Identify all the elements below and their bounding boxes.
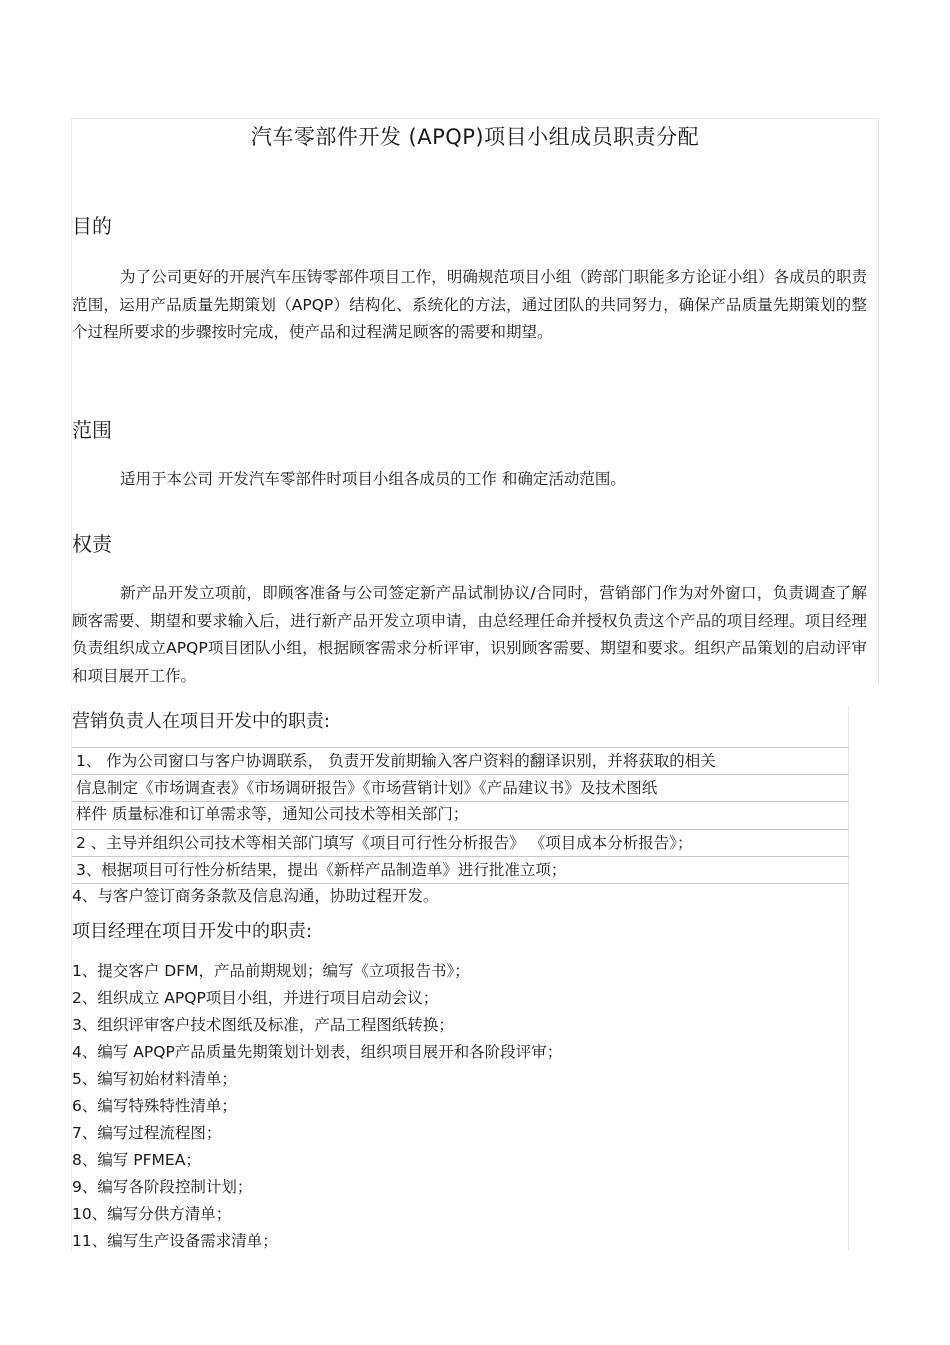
list-item: 4、编写 APQP产品质量先期策划计划表，组织项目展开和各阶段评审； bbox=[72, 1043, 563, 1061]
list-item-text: 样件 质量标准和订单需求等，通知公司技术等相关部门； bbox=[76, 805, 469, 823]
list-item bbox=[72, 747, 849, 775]
authority-text: 新产品开发立项前，即顾客准备与公司签定新产品试制协议/合同时，营销部门作为对外窗口，负责调查了解顾客需要、期望和要求输入后，进行新产品开发立项申请，由总经理任命并授权负责这个产品的项目经理。项目经理负责组织成立APQP项目团队小组，根据顾客需求分析评审，识别顾客需要、期望和要求。组织产品策划的启动评审和项目展开工作。 bbox=[72, 584, 867, 685]
authority-paragraph bbox=[72, 580, 867, 690]
list-item-text: 3、根据项目可行性分析结果，提出《新样产品制造单》进行批准立项； bbox=[76, 861, 567, 879]
list-item bbox=[72, 856, 849, 884]
list-item-text: 1、 作为公司窗口与客户协调联系， 负责开发前期输入客户资料的翻译识别，并将获取的相关 bbox=[76, 752, 716, 770]
list-item-text: 2 、主导并组织公司技术等相关部门填写《项目可行性分析报告》 《项目成本分析报告》； bbox=[76, 834, 693, 852]
list-item: 6、编写特殊特性清单； bbox=[72, 1097, 237, 1115]
scope-heading: 范围 bbox=[72, 418, 112, 442]
purpose-heading: 目的 bbox=[72, 214, 112, 238]
document-title: 汽车零部件开发 (APQP)项目小组成员职责分配 bbox=[250, 125, 700, 149]
scope-paragraph bbox=[72, 466, 867, 494]
list-item bbox=[72, 801, 849, 829]
list-item: 8、编写 PFMEA； bbox=[72, 1151, 201, 1169]
manager-heading: 项目经理在项目开发中的职责: bbox=[72, 921, 313, 942]
marketing-heading: 营销负责人在项目开发中的职责: bbox=[72, 711, 331, 732]
list-item: 11、编写生产设备需求清单； bbox=[72, 1232, 278, 1250]
list-item: 9、编写各阶段控制计划； bbox=[72, 1178, 253, 1196]
list-item-text: 4、与客户签订商务条款及信息沟通，协助过程开发。 bbox=[72, 887, 439, 905]
purpose-text: 为了公司更好的开展汽车压铸零部件项目工作，明确规范项目小组（跨部门职能多方论证小组）各成员的职责范围，运用产品质量先期策划（APQP）结构化、系统化的方法，通过团队的共同努力，确保产品质量先期策划的整个过程所要求的步骤按时完成，使产品和过程满足顾客的需要和期望。 bbox=[72, 268, 867, 341]
list-item: 1、提交客户 DFM，产品前期规划；编写《立项报告书》； bbox=[72, 962, 470, 980]
list-item: 10、编写分供方清单； bbox=[72, 1205, 232, 1223]
purpose-paragraph bbox=[72, 264, 867, 347]
list-item bbox=[72, 829, 849, 857]
list-item bbox=[72, 774, 849, 802]
scope-text: 适用于本公司 开发汽车零部件时项目小组各成员的工作 和确定活动范围。 bbox=[120, 470, 626, 488]
list-item-text: 信息制定《市场调查表》《市场调研报告》《市场营销计划》《产品建议书》及技术图纸 bbox=[76, 779, 658, 797]
list-item bbox=[72, 883, 849, 911]
list-item: 2、组织成立 APQP项目小组，并进行项目启动会议； bbox=[72, 989, 439, 1007]
list-item: 3、组织评审客户技术图纸及标准，产品工程图纸转换； bbox=[72, 1016, 454, 1034]
list-item: 7、编写过程流程图； bbox=[72, 1124, 222, 1142]
authority-heading: 权责 bbox=[72, 532, 112, 556]
list-item: 5、编写初始材料清单； bbox=[72, 1070, 237, 1088]
